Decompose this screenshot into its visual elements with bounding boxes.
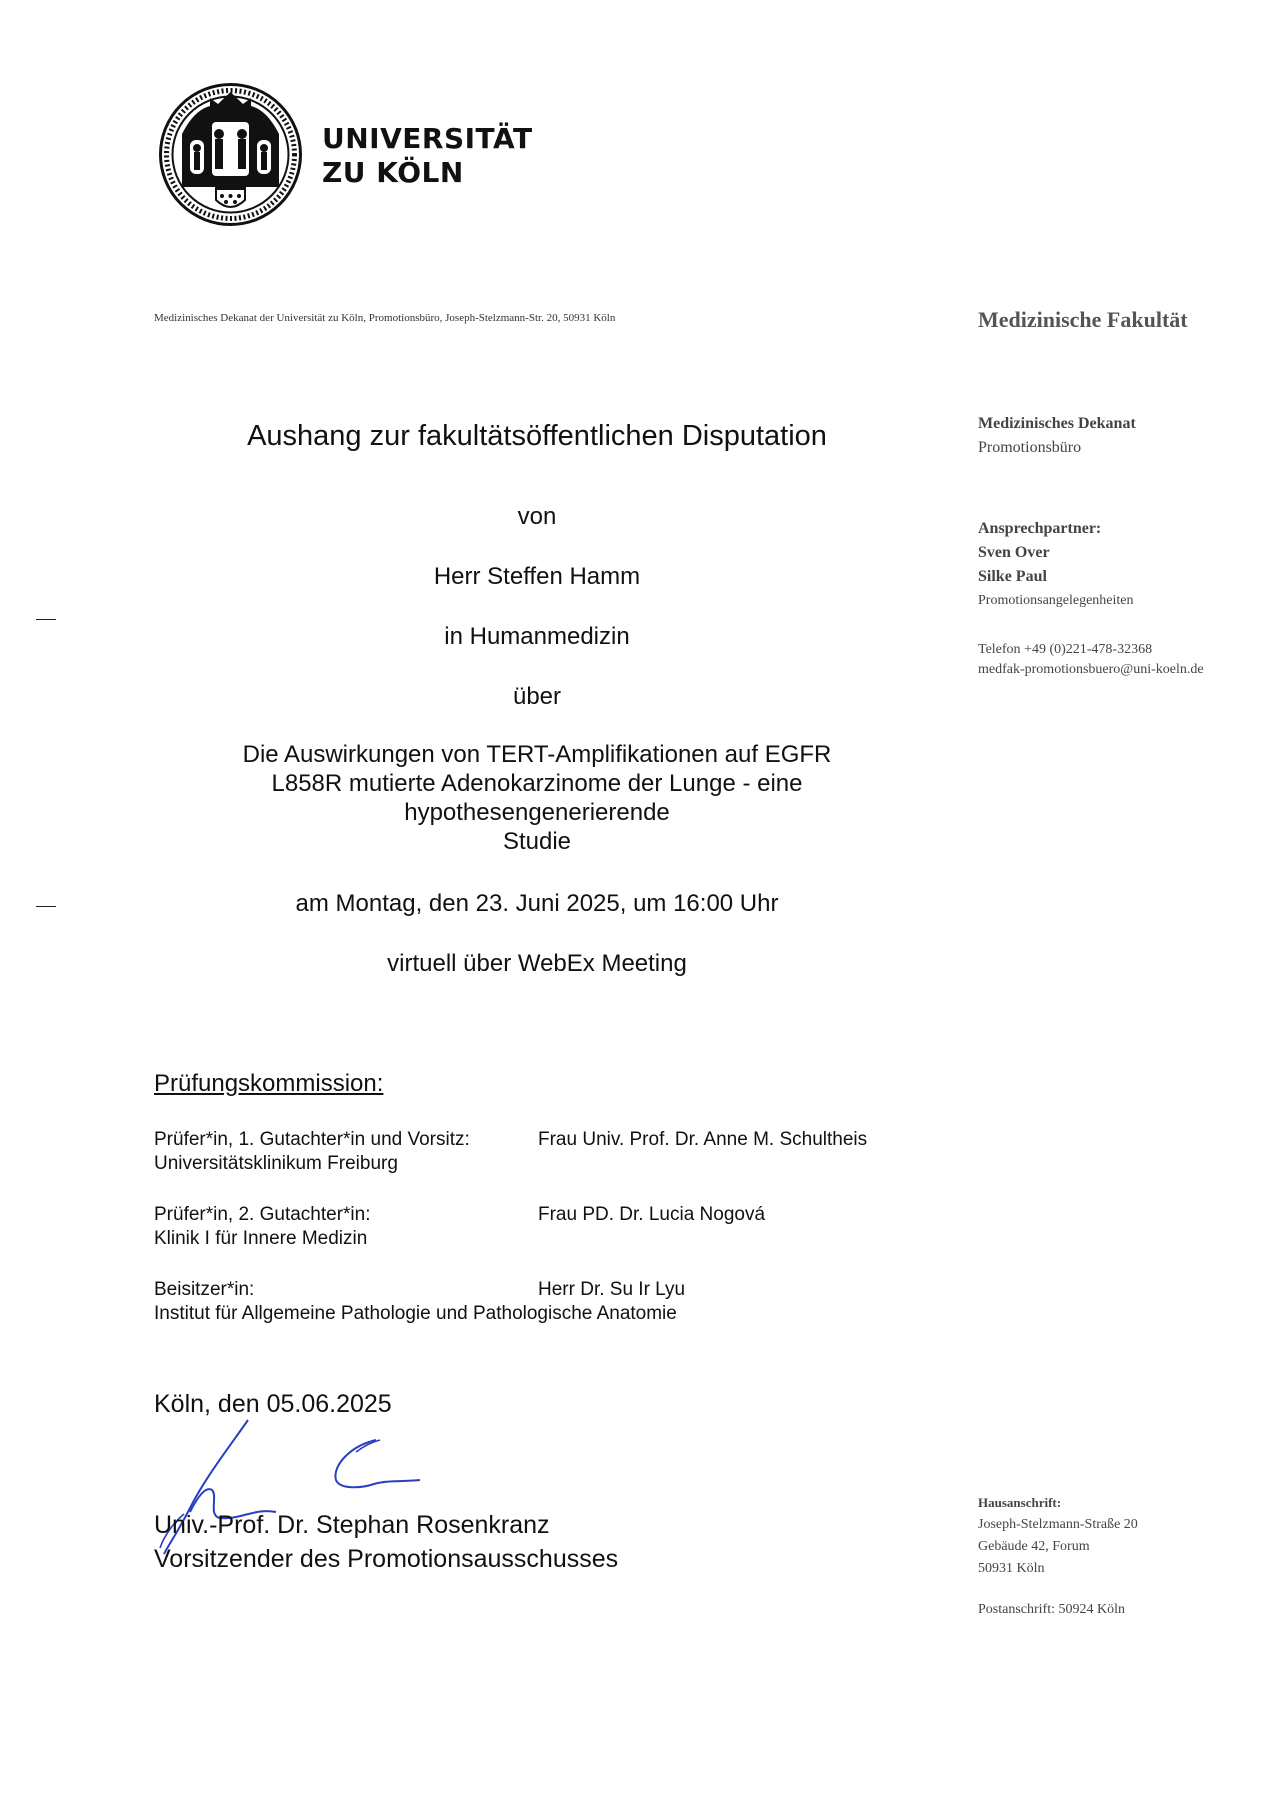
commission-heading: Prüfungskommission: [154, 1070, 384, 1097]
thesis-title-line-1: Die Auswirkungen von TERT-Amplifikationen auf EGFR [242, 741, 832, 768]
university-seal-icon [158, 82, 303, 227]
contact-label: Ansprechpartner: [978, 520, 1102, 537]
degree-field: in Humanmedizin [444, 623, 630, 650]
phone-block [978, 640, 1204, 680]
notice-ueber: über [512, 683, 562, 710]
university-wordmark [322, 122, 533, 190]
member-institution: Institut für Allgemeine Pathologie und Pathologische Anatomie [154, 1303, 677, 1324]
sender-address-line: Medizinisches Dekanat der Universität zu Köln, Promotionsbüro, Joseph-Stelzmann-Str. 20, 50931 Köln [154, 312, 616, 324]
member-role: Prüfer*in, 1. Gutachter*in und Vorsitz: [154, 1129, 470, 1150]
member-name: Herr Dr. Su Ir Lyu [538, 1279, 686, 1300]
office-name: Medizinisches Dekanat [978, 415, 1136, 432]
notice-von: von [517, 503, 557, 530]
disputation-location: virtuell über WebEx Meeting [387, 950, 687, 977]
address-label: Hausanschrift: [978, 1495, 1062, 1510]
contact-block [978, 517, 1134, 613]
phone-number: Telefon +49 (0)221-478-32368 [978, 642, 1153, 657]
notice-headline: Aushang zur fakultätsöffentlichen Disputation [247, 420, 827, 452]
wordmark-line-2: ZU KÖLN [322, 156, 464, 189]
fold-mark-bottom [36, 906, 56, 907]
postal-address: Postanschrift: 50924 Köln [978, 1602, 1125, 1617]
disputation-datetime: am Montag, den 23. Juni 2025, um 16:00 Uhr [295, 890, 779, 917]
thesis-title-line-3: hypothesengenerierende [404, 799, 670, 826]
thesis-title-line-2: L858R mutierte Adenokarzinome der Lunge - eine [271, 770, 803, 797]
signer-title: Vorsitzender des Promotionsausschusses [154, 1545, 619, 1573]
wordmark-line-1: UNIVERSITÄT [322, 122, 533, 155]
member-role: Prüfer*in, 2. Gutachter*in: [154, 1204, 371, 1225]
address-street: Joseph-Stelzmann-Straße 20 [978, 1517, 1138, 1532]
member-role: Beisitzer*in: [154, 1279, 255, 1300]
thesis-title [154, 740, 920, 856]
faculty-name: Medizinische Fakultät [978, 307, 1188, 332]
member-institution: Klinik I für Innere Medizin [154, 1228, 368, 1249]
member-name: Frau PD. Dr. Lucia Nogová [538, 1204, 766, 1225]
contact-person-1: Sven Over [978, 544, 1050, 561]
signer-block [154, 1508, 618, 1576]
signer-name: Univ.-Prof. Dr. Stephan Rosenkranz [154, 1511, 550, 1539]
thesis-title-line-4: Studie [502, 828, 572, 855]
office-sub: Promotionsbüro [978, 439, 1082, 456]
fold-mark-top [36, 619, 56, 620]
email-address: medfak-promotionsbuero@uni-koeln.de [978, 662, 1204, 677]
contact-person-2: Silke Paul [978, 568, 1047, 585]
address-building: Gebäude 42, Forum [978, 1539, 1090, 1554]
contact-role: Promotionsangelegenheiten [978, 593, 1134, 608]
candidate-name: Herr Steffen Hamm [433, 563, 641, 590]
place-and-date: Köln, den 05.06.2025 [154, 1390, 392, 1418]
member-institution: Universitätsklinikum Freiburg [154, 1153, 398, 1174]
member-name: Frau Univ. Prof. Dr. Anne M. Schultheis [538, 1129, 868, 1150]
address-city: 50931 Köln [978, 1561, 1045, 1576]
office-block [978, 412, 1136, 460]
address-block [978, 1492, 1138, 1580]
